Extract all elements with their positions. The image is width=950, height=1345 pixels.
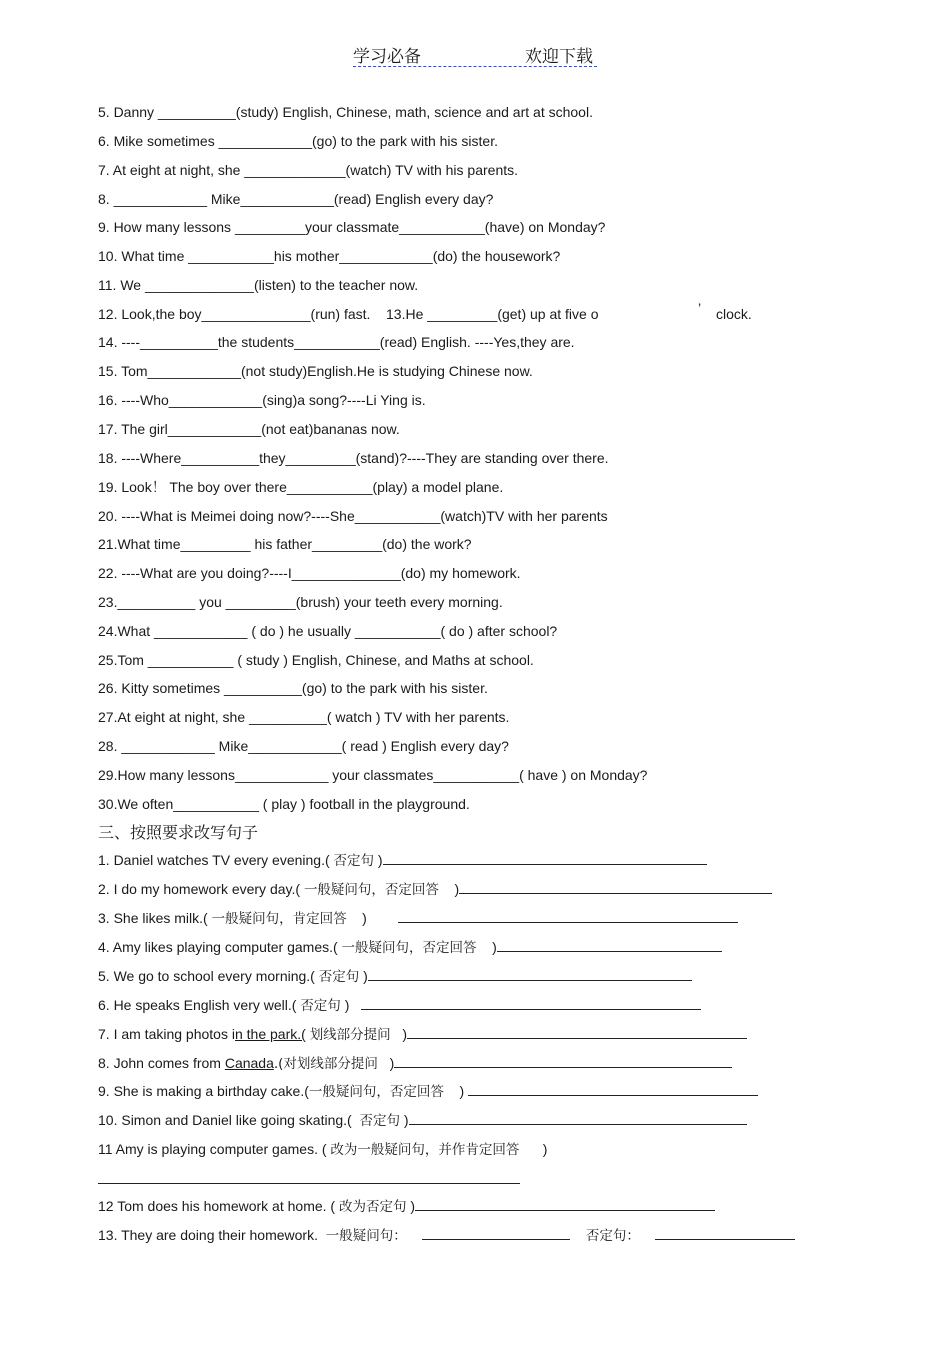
rewrite-paren: ): [403, 1112, 409, 1128]
answer-line: [655, 1226, 795, 1240]
rewrite-text: 3. She likes milk.(: [98, 910, 208, 926]
rewrite-instruction: 改为一般疑问句，并作肯定回答: [330, 1142, 520, 1158]
rewrite-paren: ): [454, 881, 460, 897]
answer-line: [415, 1197, 715, 1211]
rewrite-item: [98, 1140, 547, 1159]
rewrite-item: [98, 996, 701, 1015]
answer-line: [468, 1082, 758, 1096]
underlined-phrase: Canada: [224, 1055, 274, 1071]
rewrite-instruction: 改为否定句: [338, 1199, 407, 1215]
rewrite-item: [98, 851, 707, 870]
answer-line: [407, 1025, 747, 1039]
exercise-line: 28. ____________ Mike____________( read ) English every day?: [98, 738, 509, 754]
apostrophe-mark: ’: [698, 300, 702, 316]
rewrite-paren: ): [389, 1055, 395, 1071]
exercise-line: 29.How many lessons____________ your classmates___________( have ) on Monday?: [98, 767, 648, 783]
rewrite-paren: ): [410, 1198, 416, 1214]
rewrite-instruction: 否定句：: [585, 1228, 640, 1244]
rewrite-item: [98, 909, 738, 928]
exercise-line: 9. How many lessons _________your classmate___________(have) on Monday?: [98, 219, 606, 235]
header-right-text: 欢迎下载: [525, 47, 593, 67]
exercise-line: 14. ----__________the students___________(read) English. ----Yes,they are.: [98, 334, 575, 350]
page-header: [353, 40, 597, 67]
rewrite-paren: ): [542, 1141, 548, 1157]
rewrite-item: [98, 1082, 758, 1101]
rewrite-text: 7. I am taking photos i: [98, 1026, 235, 1042]
rewrite-instruction: 否定句: [300, 998, 341, 1014]
rewrite-text: 5. We go to school every morning.(: [98, 968, 315, 984]
exercise-line: 11. We ______________(listen) to the teacher now.: [98, 277, 419, 293]
answer-line: [394, 1054, 732, 1068]
rewrite-text: 11 Amy is playing computer games. (: [98, 1141, 327, 1157]
answer-line: [422, 1226, 570, 1240]
rewrite-paren: ): [492, 939, 497, 955]
exercise-line: 19. Look！ The boy over there___________(play) a model plane.: [98, 479, 504, 495]
exercise-line: 23.__________ you _________(brush) your teeth every morning.: [98, 594, 503, 610]
exercise-line: 18. ----Where__________they_________(stand)?----They are standing over there.: [98, 450, 609, 466]
exercise-line: 7. At eight at night, she _____________(watch) TV with his parents.: [98, 162, 519, 178]
rewrite-paren: ): [459, 1083, 465, 1099]
answer-line: [383, 851, 707, 865]
answer-line: [98, 1183, 520, 1184]
rewrite-item: [98, 1111, 747, 1130]
exercise-line: 10. What time ___________his mother____________(do) the housework?: [98, 248, 561, 264]
underlined-phrase: n the park.(: [234, 1026, 306, 1042]
clock-word: clock.: [716, 306, 752, 322]
rewrite-text: 10. Simon and Daniel like going skating.(: [98, 1112, 352, 1128]
rewrite-text: 6. He speaks English very well.(: [98, 997, 297, 1013]
answer-line: [398, 909, 738, 923]
rewrite-item: [98, 1226, 795, 1245]
exercise-line: 16. ----Who____________(sing)a song?----Li Ying is.: [98, 392, 426, 408]
exercise-line: 6. Mike sometimes ____________(go) to the park with his sister.: [98, 133, 498, 149]
rewrite-text: 4. Amy likes playing computer games.(: [98, 939, 338, 955]
rewrite-text: 8. John comes from: [98, 1055, 225, 1071]
rewrite-instruction: 划线部分提问: [309, 1027, 391, 1043]
rewrite-paren: ): [377, 852, 383, 868]
rewrite-item: [98, 967, 692, 986]
rewrite-item: [98, 880, 772, 899]
rewrite-text: 12 Tom does his homework at home. (: [98, 1198, 336, 1214]
exercise-line: 5. Danny __________(study) English, Chinese, math, science and art at school.: [98, 104, 593, 120]
rewrite-instruction: 一般疑问句，否定回答: [308, 1084, 444, 1100]
rewrite-text: 2. I do my homework every day.(: [98, 881, 301, 897]
rewrite-paren: ): [363, 968, 368, 984]
exercise-line: 8. ____________ Mike____________(read) English every day?: [98, 191, 494, 207]
rewrite-item: [98, 1054, 732, 1073]
answer-line: [368, 967, 692, 981]
rewrite-instruction: 否定句: [359, 1113, 400, 1129]
rewrite-text: 1. Daniel watches TV every evening.(: [98, 852, 330, 868]
exercise-line: 20. ----What is Meimei doing now?----She___________(watch)TV with her parents: [98, 508, 608, 524]
rewrite-instruction: 一般疑问句，否定回答: [303, 882, 439, 898]
exercise-line: 21.What time_________ his father_________(do) the work?: [98, 536, 472, 552]
rewrite-paren: ): [402, 1026, 408, 1042]
header-left-text: 学习必备: [353, 47, 421, 67]
rewrite-instruction: 一般疑问句，否定回答: [341, 940, 477, 956]
answer-line: [361, 996, 701, 1010]
rewrite-instruction: 否定句: [318, 969, 360, 985]
exercise-line: 25.Tom ___________ ( study ) English, Chinese, and Maths at school.: [98, 652, 534, 668]
rewrite-text: 9. She is making a birthday cake.(: [98, 1083, 309, 1099]
exercise-line: 24.What ____________ ( do ) he usually ___________( do ) after school?: [98, 623, 558, 639]
rewrite-item: [98, 938, 722, 957]
exercise-line: 26. Kitty sometimes __________(go) to the park with his sister.: [98, 680, 488, 696]
exercise-line: 15. Tom____________(not study)English.He is studying Chinese now.: [98, 363, 533, 379]
exercise-line: 27.At eight at night, she __________( watch ) TV with her parents.: [98, 709, 510, 725]
exercise-line: 12. Look,the boy______________(run) fast. 13.He _________(get) up at five o: [98, 306, 599, 322]
answer-line: [409, 1111, 747, 1125]
rewrite-text: 13. They are doing their homework.: [98, 1227, 318, 1243]
rewrite-item: [98, 1025, 747, 1044]
rewrite-instruction: 否定句: [333, 853, 375, 869]
section-title: 三、按照要求改写句子: [98, 823, 259, 842]
exercise-line: 17. The girl____________(not eat)bananas now.: [98, 421, 400, 437]
rewrite-paren: ): [344, 997, 350, 1013]
rewrite-instruction: .(对划线部分提问: [273, 1056, 378, 1072]
rewrite-paren: ): [362, 910, 367, 926]
rewrite-instruction: 一般疑问句：: [325, 1228, 407, 1244]
rewrite-item: [98, 1197, 715, 1216]
answer-line: [497, 938, 722, 952]
answer-line: [459, 880, 772, 894]
exercise-line: 30.We often___________ ( play ) football in the playground.: [98, 796, 470, 812]
rewrite-instruction: 一般疑问句，肯定回答: [211, 911, 347, 927]
exercise-line: 22. ----What are you doing?----I______________(do) my homework.: [98, 565, 521, 581]
